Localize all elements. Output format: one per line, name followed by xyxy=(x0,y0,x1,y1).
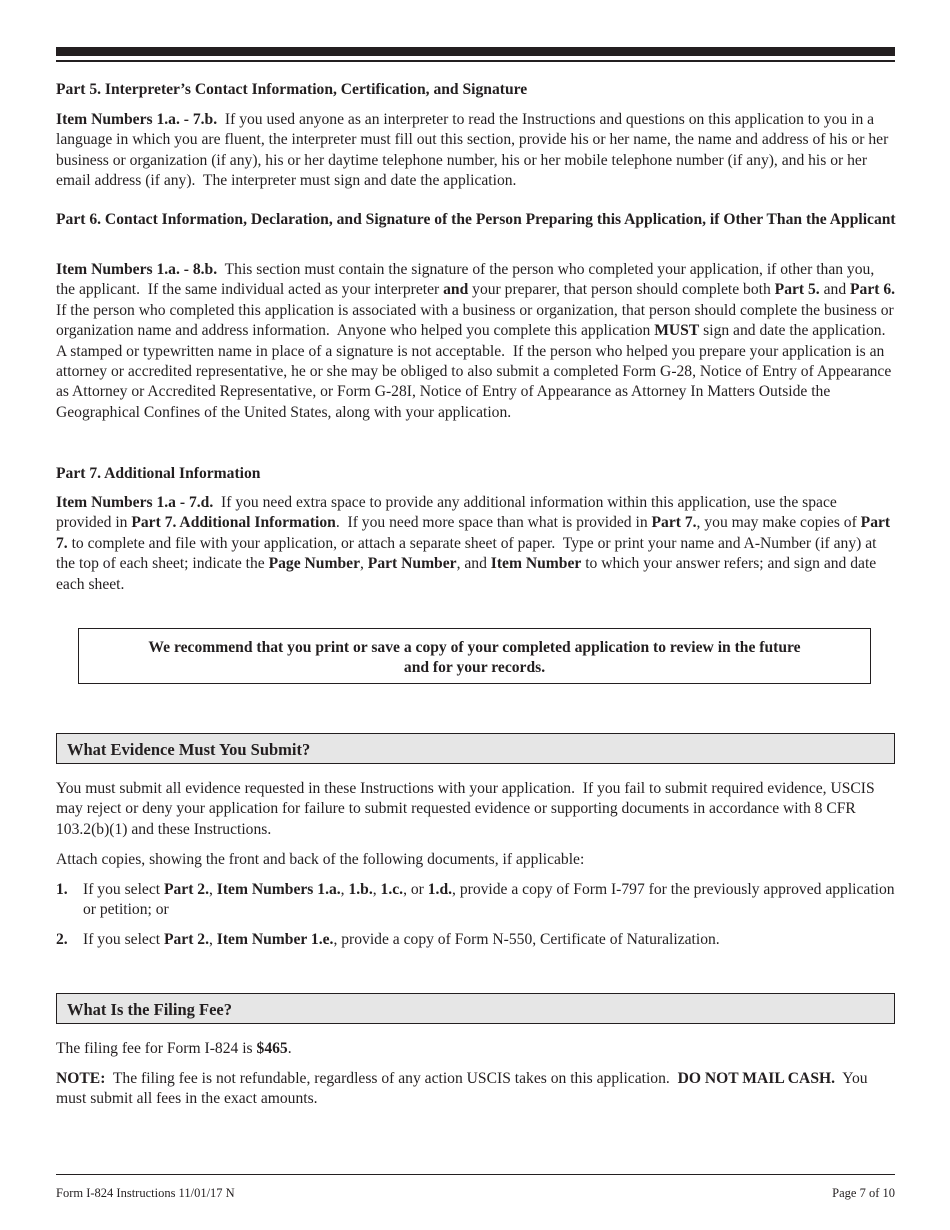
list-item-text xyxy=(83,881,899,918)
text-run: to complete and file with your application, or attach a separate sheet of paper. Type or print your name and A-Number (if any) at the top of each sheet; indicate the xyxy=(56,534,881,573)
part5-body xyxy=(56,110,896,192)
bold-text-run: Part 5. xyxy=(774,281,820,299)
bold-text-run: Page Number xyxy=(268,555,360,573)
text-run: The filing fee is not refundable, regardless of any action USCIS takes on this application. xyxy=(105,1070,678,1087)
text-run: , xyxy=(372,881,381,898)
bold-text-run: MUST xyxy=(654,322,700,340)
bold-text-run: 1.d. xyxy=(427,881,453,898)
text-run: , or xyxy=(403,881,428,898)
text-run: , provide a copy of Form I-797 for the previously approved application or petition; or xyxy=(83,881,899,919)
bold-text-run: Part 7. Additional Information xyxy=(131,514,336,532)
text-run: , xyxy=(209,931,217,948)
text-run: to which your answer refers; and sign and date each sheet. xyxy=(56,555,881,593)
text-run: Attach copies, showing the front and back of the following documents, if applicable: xyxy=(56,851,585,868)
text-run: If you select xyxy=(83,931,164,948)
list-number: 2. xyxy=(56,931,68,948)
part7-heading: Part 7. Additional Information xyxy=(56,465,261,482)
evidence-paragraph xyxy=(56,779,896,840)
text-run: sign and date the application. A stamped or typewritten name in place of a signature is not acceptable. If the person who helped you prepare your application is an attorney or accredited representative, he or she may be obliged to also submit a completed Form G-28, Notice of Entry of Appearance as Attorney or Accredited Representative, or Form G-28I, Notice of Entry of Appearance as Attorney In Matters Outside the Geographical Confines of the United States, along with your application. xyxy=(56,322,896,421)
evidence-list-item xyxy=(56,880,899,921)
list-number: 1. xyxy=(56,881,68,898)
bold-text-run: Item Number xyxy=(490,555,582,573)
bold-text-run: Item Numbers 1.a - 7.d. xyxy=(56,494,214,511)
text-run: , provide a copy of Form N-550, Certificate of Naturalization. xyxy=(333,931,720,948)
text-run: This section must contain the signature of the person who completed your application, if other than you, the applicant. If the same individual acted as your interpreter xyxy=(56,261,879,299)
text-run: If you need extra space to provide any additional information within this application, use the space provided in xyxy=(56,494,841,532)
bold-text-run: Item Numbers 1.a. xyxy=(216,881,341,898)
bold-text-run: 1.b. xyxy=(348,881,373,898)
recommendation-line-1: We recommend that you print or save a copy of your completed application to review in the future xyxy=(148,639,801,656)
bold-text-run: Part 2. xyxy=(163,881,209,898)
text-run: , xyxy=(340,881,349,898)
part6-body xyxy=(56,260,903,423)
bold-text-run: Part 7. xyxy=(651,514,697,532)
bold-text-run: NOTE: xyxy=(56,1070,106,1087)
header-rule-thin xyxy=(56,60,895,62)
part6-heading: Part 6. Contact Information, Declaration, and Signature of the Person Preparing this Application, if Other Than the Applicant xyxy=(56,211,896,228)
list-item-text xyxy=(83,931,720,948)
text-run: If you select xyxy=(83,881,164,898)
bold-text-run: and xyxy=(443,281,469,299)
text-run: , and xyxy=(456,555,491,573)
part7-body xyxy=(56,493,896,595)
text-run: You must submit all evidence requested in these Instructions with your application. If you fail to submit required evidence, USCIS may reject or deny your application for failure to submit requested evidence or supporting documents in accordance with 8 CFR 103.2(b)(1) and these Instructions. xyxy=(56,780,879,838)
bold-text-run: Item Numbers 1.a. - 8.b. xyxy=(56,261,218,278)
bold-text-run: DO NOT MAIL CASH. xyxy=(677,1070,836,1087)
part5-heading: Part 5. Interpreter’s Contact Information, Certification, and Signature xyxy=(56,81,528,98)
footer-page-number: Page 7 of 10 xyxy=(832,1186,895,1200)
text-run: . If you need more space than what is provided in xyxy=(335,514,652,532)
bold-text-run: Item Numbers 1.a. - 7.b. xyxy=(56,111,218,128)
bold-text-run: Item Number 1.e. xyxy=(216,931,334,948)
text-run: , xyxy=(360,555,368,573)
fee-note-paragraph xyxy=(56,1069,896,1110)
text-run: , xyxy=(209,881,217,898)
text-run: You must submit all fees in the exact amounts. xyxy=(56,1070,872,1108)
text-run: your preparer, that person should complete both xyxy=(468,281,775,299)
attach-copies-paragraph xyxy=(56,850,896,870)
recommendation-line-2: and for your records. xyxy=(403,659,546,677)
text-run: If you used anyone as an interpreter to read the Instructions and questions on this application to you in a language in which you are fluent, the interpreter must fill out this section, provide his or her name, the name and address of his or her business or organization (if any), his or her daytime telephone number, his or her mobile telephone number (if any), and his or her email address (if any). The interpreter must sign and date the application. xyxy=(56,111,893,190)
evidence-list-item xyxy=(56,930,896,950)
text-run: The filing fee for Form I-824 is xyxy=(56,1040,257,1057)
filing-fee-paragraph xyxy=(56,1039,896,1059)
bold-text-run: $465 xyxy=(256,1040,288,1057)
text-run: . xyxy=(287,1040,292,1057)
bold-text-run: Part 2. xyxy=(163,931,209,948)
header-rule-thick xyxy=(56,47,895,56)
bold-text-run: Part Number xyxy=(367,555,457,573)
bold-text-run: Part 7. xyxy=(56,514,895,552)
text-run: , you may make copies of xyxy=(696,514,861,532)
filing-fee-section-heading: What Is the Filing Fee? xyxy=(56,993,895,1024)
evidence-section-heading: What Evidence Must You Submit? xyxy=(56,733,895,764)
footer-form-info: Form I-824 Instructions 11/01/17 N xyxy=(56,1186,235,1200)
footer-rule xyxy=(56,1174,895,1175)
bold-text-run: Part 6. xyxy=(850,281,896,299)
bold-text-run: 1.c. xyxy=(380,881,404,898)
text-run: If the person who completed this application is associated with a business or organization, that person should complete the business or organization name and address information. Anyone who helped you complete this application xyxy=(56,281,903,340)
recommendation-box xyxy=(78,628,871,684)
text-run: and xyxy=(819,281,851,299)
